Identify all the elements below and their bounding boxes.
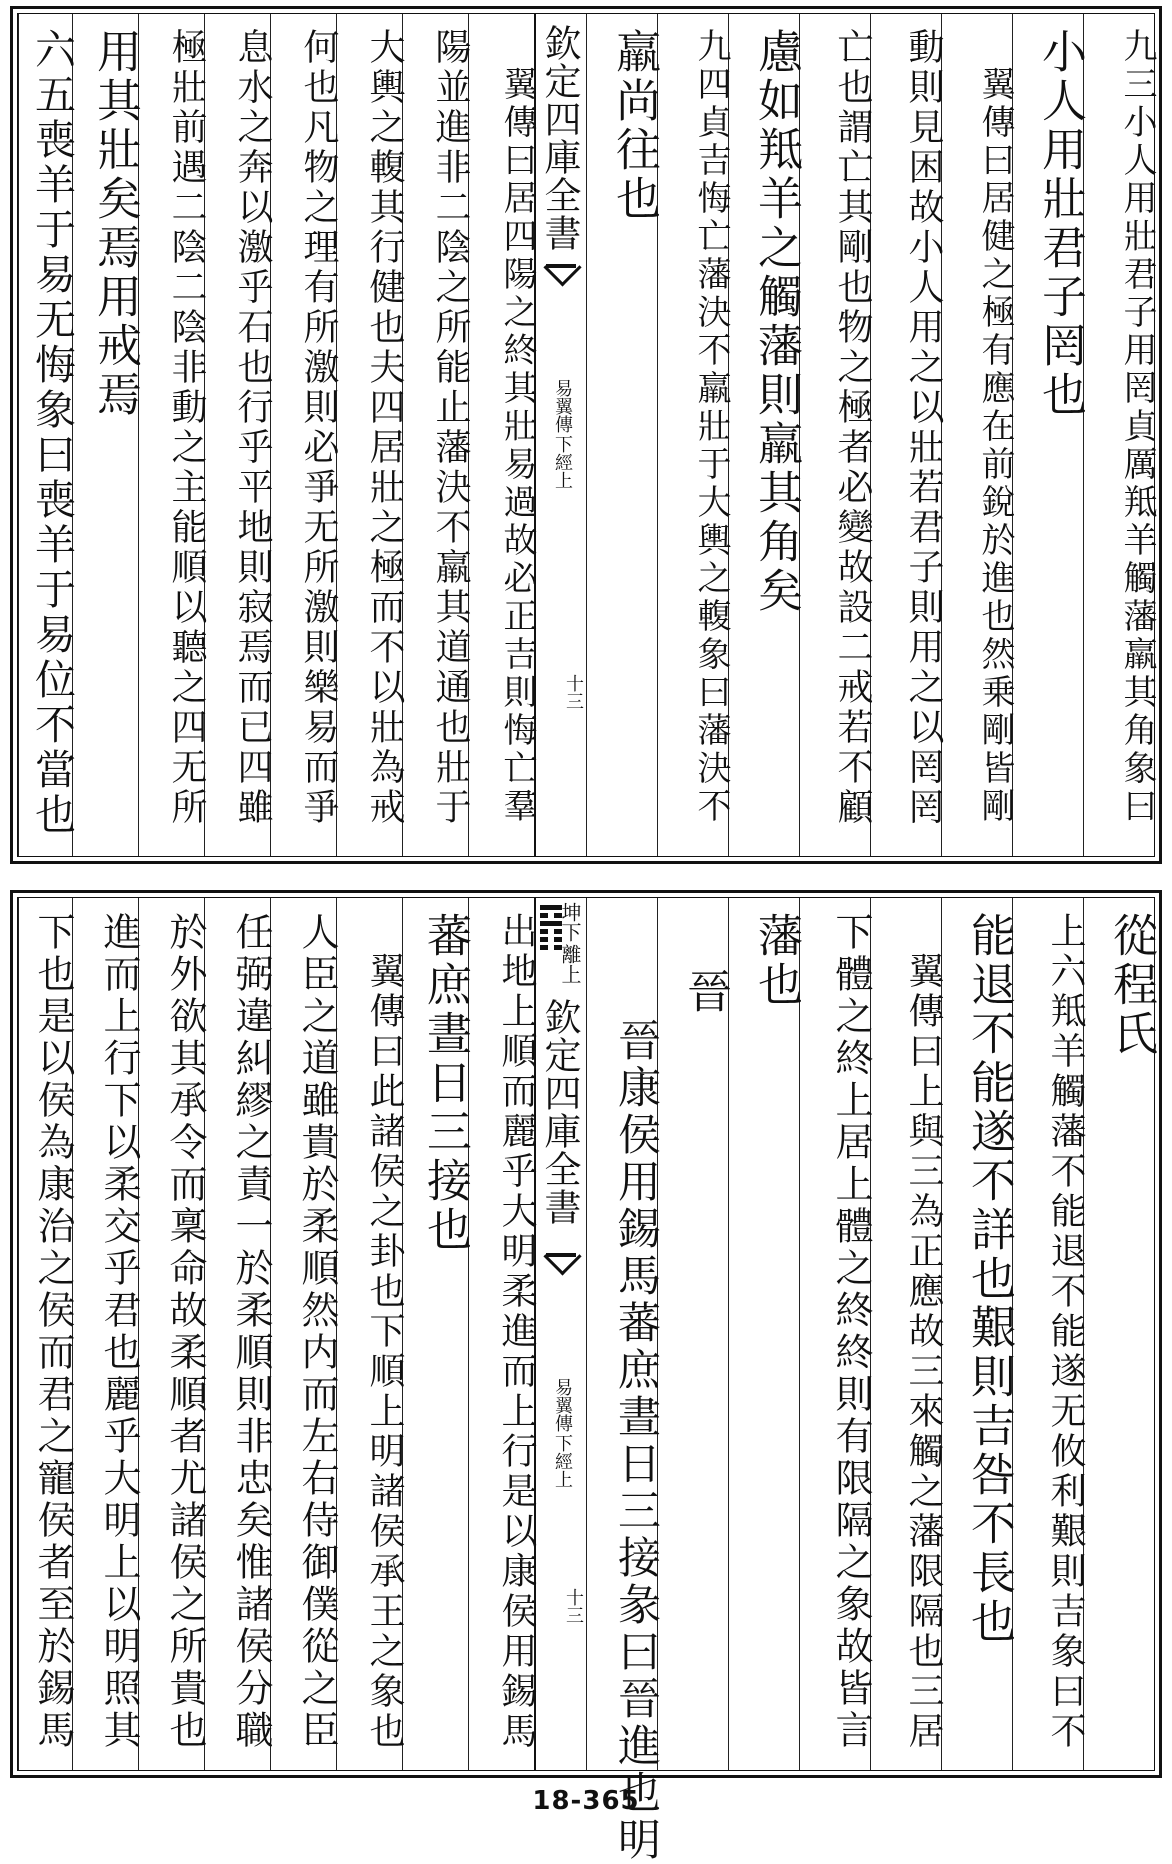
text-column	[270, 14, 339, 856]
folio-number: 十三	[563, 1588, 584, 1624]
column-text: 人臣之道雖貴於柔順然内而左右侍御僕從之臣	[295, 912, 339, 1752]
column-text: 藩也	[750, 912, 803, 1010]
text-column	[468, 898, 537, 1770]
column-text: 出地上順而麗乎大明柔進而上行是以康侯用錫馬	[496, 912, 537, 1752]
column-text: 晉	[679, 968, 732, 1017]
top-page-frame	[17, 13, 1155, 857]
text-column	[204, 898, 273, 1770]
column-text: 翼傳曰上與三為正應故三來觸之藩限隔也三居	[903, 912, 944, 1752]
text-column	[18, 14, 76, 856]
column-text: 用其壯矣焉用戒焉	[89, 28, 142, 420]
column-text: 陽並進非二陰之所能止藩決不羸其道通也壯于	[430, 28, 471, 828]
text-column	[138, 14, 207, 856]
column-text: 動則見困故小人用之以壯若君子則用之以罔罔	[903, 28, 944, 828]
top-page	[10, 6, 1162, 864]
text-column	[870, 14, 944, 856]
column-text: 從程氏	[1105, 912, 1158, 1059]
text-column	[204, 14, 273, 856]
column-text: 任弼違糾繆之責一於柔順則非忠矣惟諸侯分職	[229, 912, 273, 1752]
text-column	[402, 898, 472, 1770]
text-column	[728, 14, 803, 856]
text-column	[941, 898, 1016, 1770]
text-column	[138, 898, 207, 1770]
column-text: 九四貞吉悔亡藩決不羸壯于大輿之輹象曰藩決不	[691, 28, 731, 826]
column-text: 亡也謂亡其剛也物之極者必變故設二戒若不顧	[832, 28, 873, 828]
column-text: 何也凡物之理有所激則必爭无所激則樂易而爭	[298, 28, 339, 828]
chapter-label	[552, 379, 572, 489]
column-text: 下也是以侯為康治之侯而君之寵侯者至於錫馬	[31, 912, 75, 1752]
text-column	[468, 14, 537, 856]
column-text: 進而上行下以柔交乎君也麗乎大明上以明照其	[97, 912, 141, 1752]
column-text: 翼傳曰此諸侯之卦也下順上明諸侯承王之象也	[364, 912, 405, 1752]
text-column	[728, 898, 803, 1770]
book-title: 欽定四庫全書	[538, 24, 581, 252]
column-text: 蕃庶晝日三接也	[419, 912, 472, 1255]
column-text: 能退不能遂不詳也艱則吉咎不長也	[963, 912, 1016, 1647]
text-column	[586, 14, 661, 856]
text-column	[18, 898, 75, 1770]
chapter-label-line: 下經上	[552, 1434, 573, 1488]
text-column	[1083, 14, 1157, 856]
trigram-lower-label: 坤下	[558, 902, 582, 942]
text-column	[1083, 898, 1158, 1770]
center-margin	[534, 14, 586, 856]
column-text: 大輿之輹其行健也夫四居壯之極而不以壯為戒	[364, 28, 405, 828]
center-margin	[534, 898, 586, 1770]
book-title: 欽定四庫全書	[538, 998, 581, 1226]
page-number: 18-365	[532, 1786, 640, 1816]
chapter-label-line: 易翼傳	[552, 379, 573, 433]
text-column	[72, 14, 142, 856]
column-text: 上六羝羊觸藩不能退不能遂无攸利艱則吉象曰不	[1045, 912, 1086, 1752]
chapter-label-line: 易翼傳	[552, 1378, 573, 1432]
text-column	[1012, 898, 1086, 1770]
text-column	[72, 898, 141, 1770]
text-column	[657, 14, 731, 856]
chapter-label	[552, 1378, 572, 1488]
column-text: 晉康侯用錫馬蕃庶晝日三接彖曰晉進也明	[611, 1018, 661, 1864]
chapter-label-line: 下經上	[552, 435, 573, 489]
text-column	[336, 898, 405, 1770]
fish-tail-mark	[546, 1253, 576, 1291]
column-text: 息水之奔以激乎石也行乎平地則寂焉而已四雖	[232, 28, 273, 828]
column-text: 下體之終上居上體之終終則有限隔之象故皆言	[829, 912, 873, 1752]
text-column	[336, 14, 405, 856]
column-text: 翼傳曰居四陽之終其壯易過故必正吉則悔亡羣	[497, 28, 537, 826]
column-text: 於外欲其承令而稟命故柔順者尤諸侯之所貴也	[163, 912, 207, 1752]
column-text: 六五喪羊于易无悔象曰喪羊于易位不當也	[28, 28, 76, 838]
text-column	[402, 14, 471, 856]
text-column	[799, 898, 873, 1770]
column-text: 羸尚往也	[608, 28, 661, 224]
column-text: 慮如羝羊之觸藩則羸其角矣	[750, 28, 803, 616]
column-text: 小人用壯君子罔也	[1034, 28, 1087, 420]
text-column	[941, 14, 1015, 856]
column-text: 翼傳曰居健之極有應在前銳於進也然乗剛皆剛	[975, 28, 1015, 826]
column-text: 極壯前遇二陰二陰非動之主能順以聽之四无所	[166, 28, 207, 828]
text-column	[870, 898, 944, 1770]
folio-number: 十三	[563, 674, 584, 710]
text-column	[270, 898, 339, 1770]
fish-tail-mark	[546, 264, 576, 302]
text-column	[657, 898, 732, 1770]
text-column	[799, 14, 873, 856]
text-column	[1012, 14, 1087, 856]
trigram-upper-label: 離上	[558, 944, 582, 984]
trigram-labels	[559, 902, 580, 984]
column-text: 九三小人用壯君子用罔貞厲羝羊觸藩羸其角象曰	[1117, 28, 1157, 826]
